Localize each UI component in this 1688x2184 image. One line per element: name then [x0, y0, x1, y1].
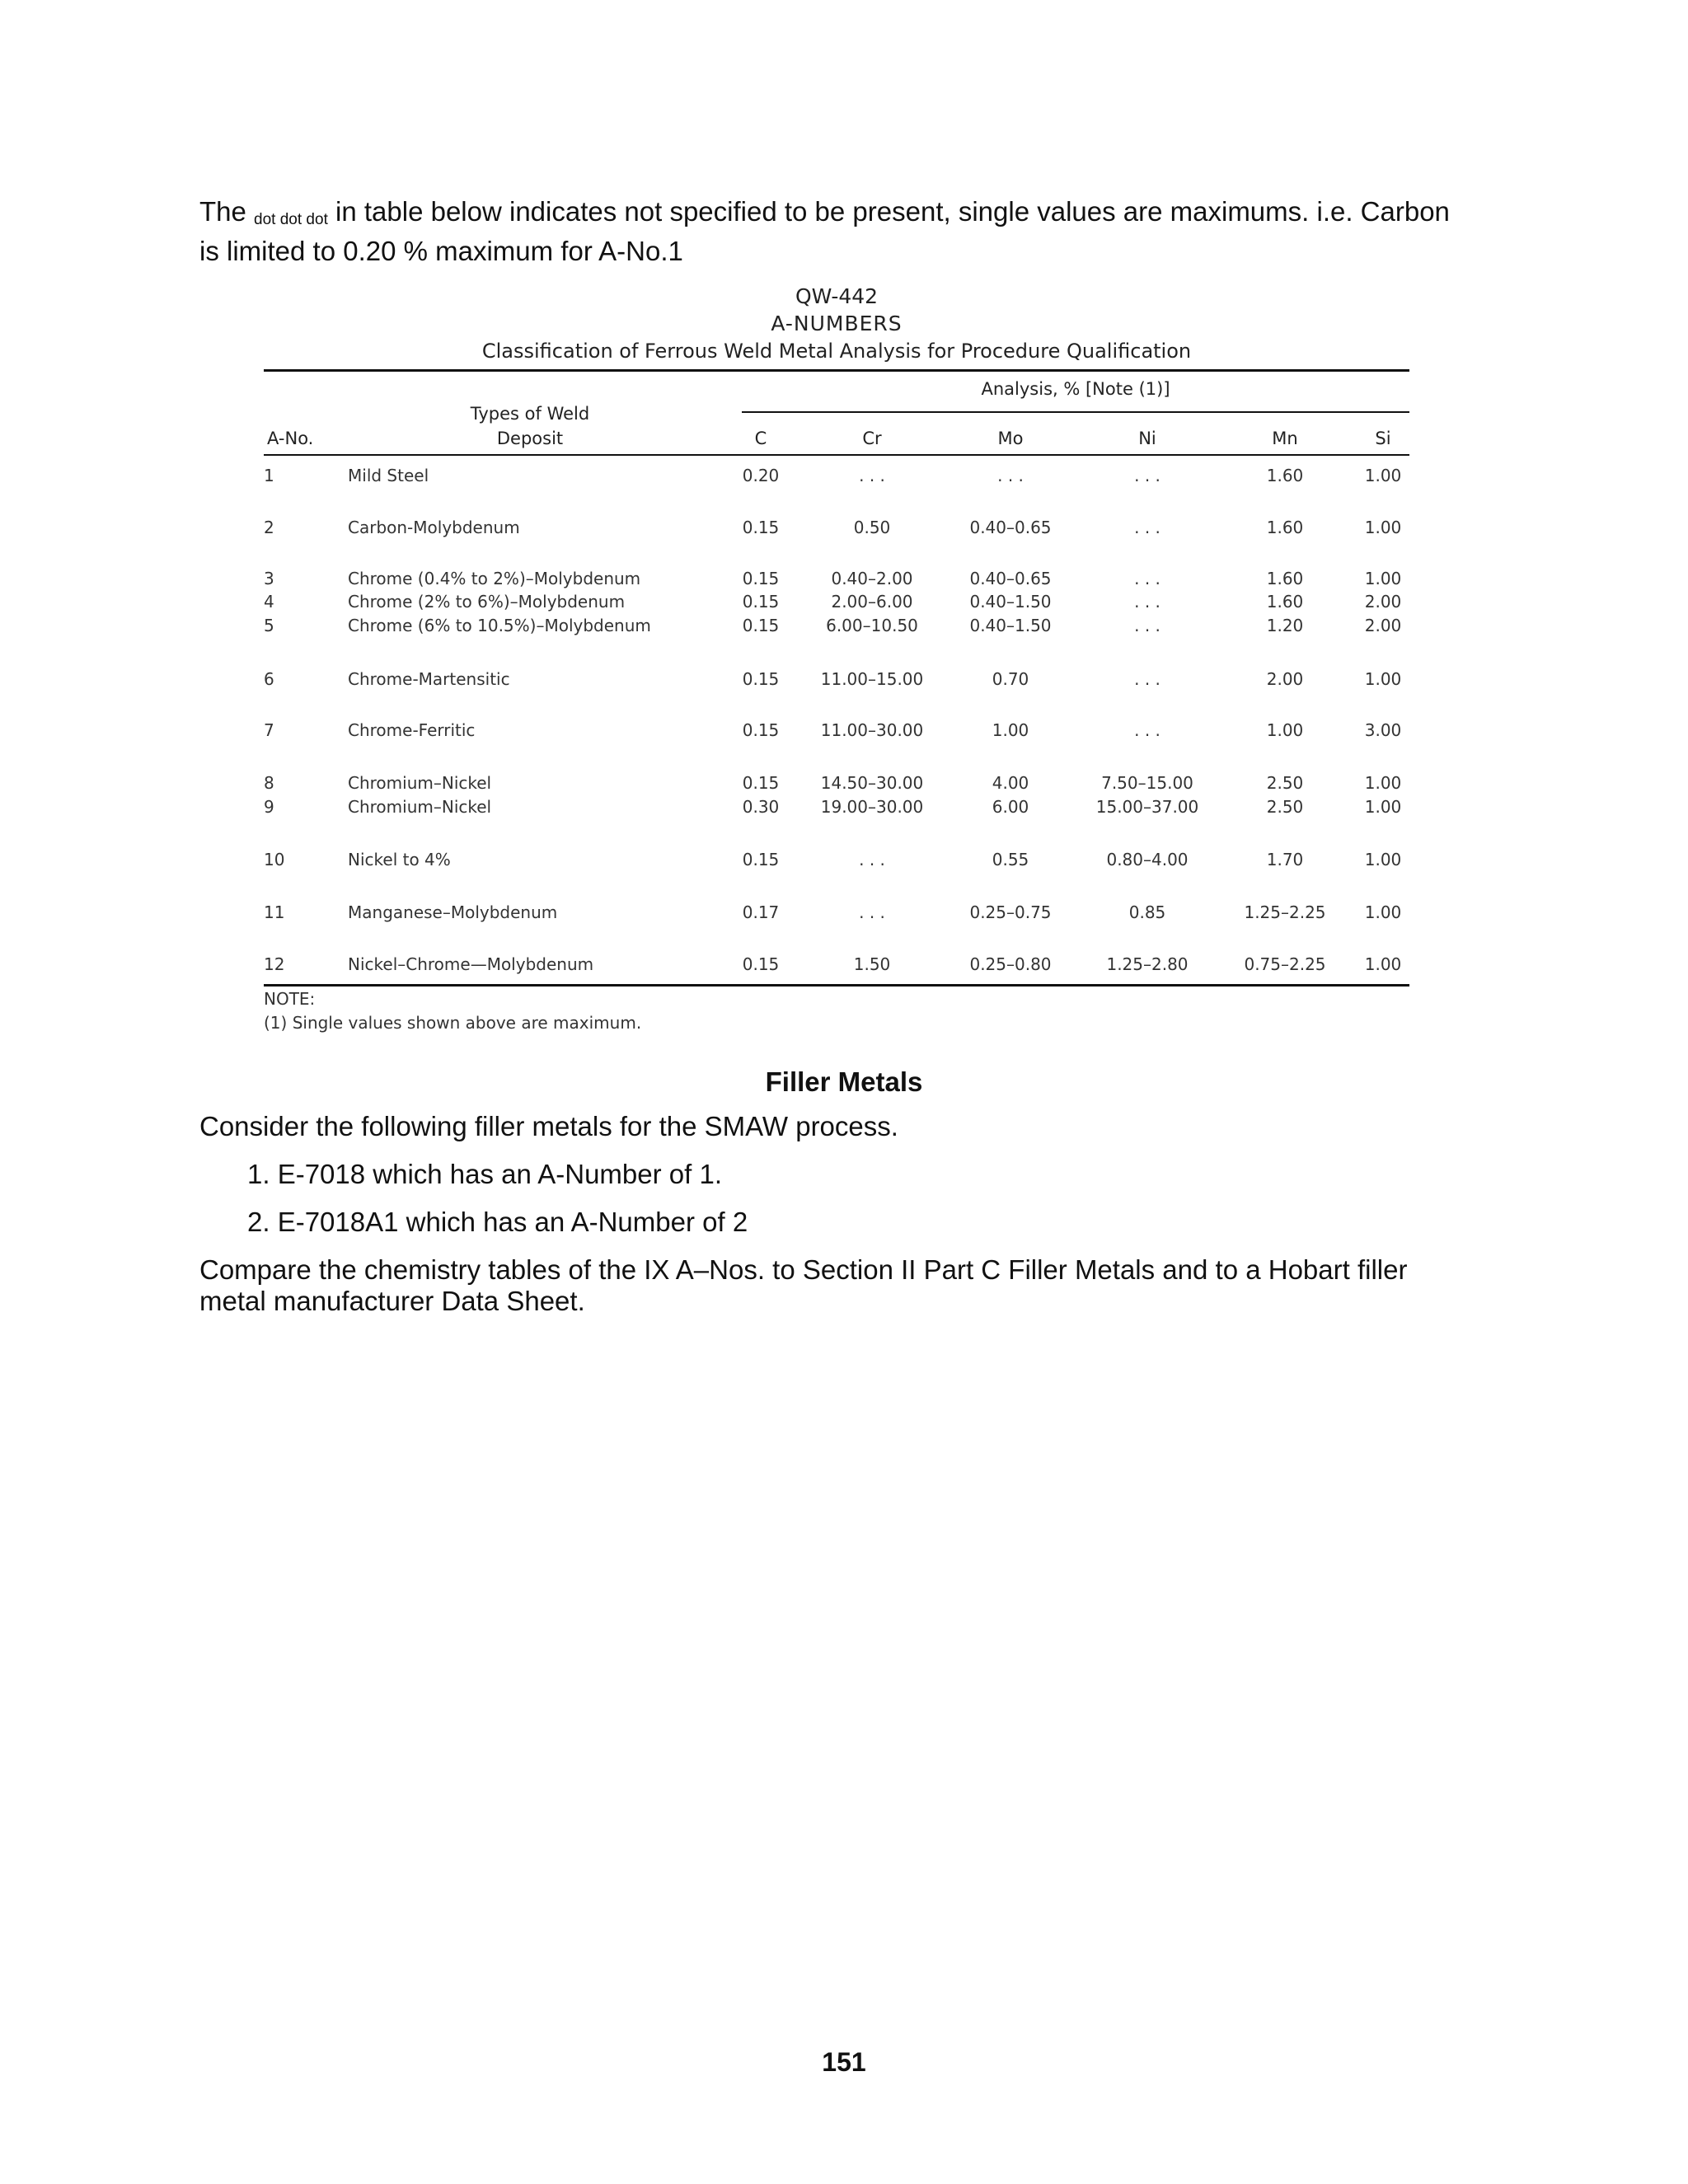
- row-value-mo: 1.00: [992, 720, 1029, 740]
- analysis-subrule: [742, 411, 1409, 413]
- row-value-mn: 1.20: [1266, 616, 1304, 635]
- row-value-mn: 1.60: [1266, 569, 1304, 588]
- row-value-c: 0.15: [742, 592, 780, 612]
- row-value-mn: 1.60: [1266, 518, 1304, 537]
- row-value-mn: 0.75–2.25: [1244, 954, 1326, 974]
- row-value-c: 0.15: [742, 954, 780, 974]
- intro-line-2: is limited to 0.20 % maximum for A-No.1: [199, 236, 683, 266]
- row-value-ni: . . .: [1134, 669, 1160, 689]
- intro-text-1: in table below indicates not specified to be present, single values are maximums. i.e. Carbon: [335, 196, 1450, 227]
- table-name: A-NUMBERS: [771, 312, 903, 335]
- row-value-c: 0.15: [742, 850, 780, 869]
- row-value-ni: . . .: [1134, 616, 1160, 635]
- row-ano: 7: [264, 720, 274, 740]
- row-value-cr: 0.40–2.00: [831, 569, 913, 588]
- row-value-cr: 6.00–10.50: [826, 616, 918, 635]
- col-header-c: C: [754, 429, 767, 448]
- row-value-c: 0.15: [742, 518, 780, 537]
- row-value-mn: 1.25–2.25: [1244, 902, 1326, 922]
- row-weld-type: Nickel to 4%: [348, 850, 451, 869]
- table-code: QW-442: [795, 284, 879, 308]
- row-value-mn: 2.50: [1266, 773, 1304, 793]
- row-ano: 10: [264, 850, 285, 869]
- compare-line-2: metal manufacturer Data Sheet.: [199, 1286, 585, 1316]
- header-bottom-rule: [264, 454, 1409, 456]
- row-value-si: 1.00: [1364, 518, 1402, 537]
- row-value-mo: 0.55: [992, 850, 1029, 869]
- row-weld-type: Manganese–Molybdenum: [348, 902, 558, 922]
- compare-paragraph: [199, 1254, 1502, 1317]
- col-header-mn: Mn: [1272, 429, 1298, 448]
- filler-item-1: 1. E-7018 which has an A-Number of 1.: [247, 1159, 722, 1189]
- row-value-ni: . . .: [1134, 592, 1160, 612]
- row-value-si: 1.00: [1364, 850, 1402, 869]
- row-value-cr: . . .: [859, 850, 885, 869]
- row-value-mn: 1.00: [1266, 720, 1304, 740]
- row-value-ni: . . .: [1134, 720, 1160, 740]
- row-value-ni: 0.80–4.00: [1106, 850, 1189, 869]
- row-value-cr: . . .: [859, 466, 885, 485]
- row-weld-type: Chrome (0.4% to 2%)–Molybdenum: [348, 569, 641, 588]
- row-weld-type: Mild Steel: [348, 466, 429, 485]
- row-value-si: 1.00: [1364, 954, 1402, 974]
- row-value-si: 1.00: [1364, 797, 1402, 817]
- analysis-header: Analysis, % [Note (1)]: [981, 379, 1170, 399]
- col-header-ano: A-No.: [267, 429, 314, 448]
- row-value-ni: . . .: [1134, 466, 1160, 485]
- row-value-cr: 1.50: [853, 954, 891, 974]
- row-value-mo: 0.70: [992, 669, 1029, 689]
- row-value-mn: 1.60: [1266, 466, 1304, 485]
- row-value-ni: 0.85: [1128, 902, 1166, 922]
- row-value-mo: 0.40–0.65: [969, 569, 1052, 588]
- row-value-c: 0.15: [742, 773, 780, 793]
- table-top-rule: [264, 369, 1409, 372]
- col-header-cr: Cr: [862, 429, 882, 448]
- row-value-cr: . . .: [859, 902, 885, 922]
- row-weld-type: Chrome-Martensitic: [348, 669, 510, 689]
- row-weld-type: Chrome (2% to 6%)–Molybdenum: [348, 592, 626, 612]
- row-weld-type: Chrome (6% to 10.5%)–Molybdenum: [348, 616, 651, 635]
- row-value-si: 3.00: [1364, 720, 1402, 740]
- row-ano: 4: [264, 592, 274, 612]
- row-value-cr: 19.00–30.00: [820, 797, 924, 817]
- row-value-mo: 0.25–0.75: [969, 902, 1052, 922]
- row-value-cr: 0.50: [853, 518, 891, 537]
- row-weld-type: Chrome-Ferritic: [348, 720, 476, 740]
- row-value-c: 0.15: [742, 616, 780, 635]
- row-weld-type: Nickel–Chrome—Molybdenum: [348, 954, 594, 974]
- row-value-si: 1.00: [1364, 773, 1402, 793]
- row-value-ni: 1.25–2.80: [1106, 954, 1189, 974]
- intro-paragraph: [199, 196, 1502, 267]
- intro-the: The: [199, 196, 246, 227]
- col-header-mo: Mo: [997, 429, 1024, 448]
- row-value-mo: 0.40–1.50: [969, 616, 1052, 635]
- compare-line-1: Compare the chemistry tables of the IX A–Nos. to Section II Part C Filler Metals and to a Hobart filler: [199, 1254, 1408, 1285]
- row-value-si: 2.00: [1364, 592, 1402, 612]
- row-value-si: 2.00: [1364, 616, 1402, 635]
- row-ano: 5: [264, 616, 274, 635]
- row-value-mo: 0.40–0.65: [969, 518, 1052, 537]
- row-value-mo: 6.00: [992, 797, 1029, 817]
- row-value-c: 0.30: [742, 797, 780, 817]
- row-value-si: 1.00: [1364, 466, 1402, 485]
- intro-dots-note: dot dot dot: [254, 211, 328, 228]
- row-value-ni: 7.50–15.00: [1101, 773, 1193, 793]
- row-value-mn: 1.60: [1266, 592, 1304, 612]
- row-weld-type: Chromium–Nickel: [348, 797, 492, 817]
- row-ano: 1: [264, 466, 274, 485]
- row-ano: 9: [264, 797, 274, 817]
- row-value-mn: 1.70: [1266, 850, 1304, 869]
- row-value-c: 0.17: [742, 902, 780, 922]
- intro-line-1: [199, 196, 1502, 236]
- row-value-c: 0.15: [742, 720, 780, 740]
- col-header-si: Si: [1375, 429, 1391, 448]
- row-ano: 8: [264, 773, 274, 793]
- table-bottom-rule: [264, 984, 1409, 987]
- row-value-c: 0.15: [742, 569, 780, 588]
- row-value-mo: 0.25–0.80: [969, 954, 1052, 974]
- row-value-cr: 11.00–15.00: [820, 669, 924, 689]
- col-header-types-2: Deposit: [496, 429, 564, 448]
- row-value-cr: 11.00–30.00: [820, 720, 924, 740]
- row-ano: 2: [264, 518, 274, 537]
- row-value-cr: 2.00–6.00: [831, 592, 913, 612]
- row-ano: 11: [264, 902, 285, 922]
- row-value-mo: . . .: [997, 466, 1024, 485]
- row-value-mn: 2.50: [1266, 797, 1304, 817]
- filler-intro: Consider the following filler metals for the SMAW process.: [199, 1111, 898, 1141]
- col-header-ni: Ni: [1138, 429, 1156, 448]
- table-note-text: (1) Single values shown above are maximum.: [264, 1013, 642, 1033]
- row-value-mo: 4.00: [992, 773, 1029, 793]
- page-number: 151: [822, 2047, 866, 2077]
- row-value-ni: . . .: [1134, 518, 1160, 537]
- row-ano: 3: [264, 569, 274, 588]
- row-value-c: 0.15: [742, 669, 780, 689]
- row-value-cr: 14.50–30.00: [820, 773, 924, 793]
- table-note-label: NOTE:: [264, 989, 316, 1009]
- row-weld-type: Carbon-Molybdenum: [348, 518, 520, 537]
- row-value-ni: 15.00–37.00: [1095, 797, 1199, 817]
- row-value-si: 1.00: [1364, 902, 1402, 922]
- row-value-mn: 2.00: [1266, 669, 1304, 689]
- table-caption: Classification of Ferrous Weld Metal Analysis for Procedure Qualification: [481, 340, 1192, 363]
- filler-item-2: 2. E-7018A1 which has an A-Number of 2: [247, 1207, 748, 1237]
- row-value-ni: . . .: [1134, 569, 1160, 588]
- row-value-si: 1.00: [1364, 569, 1402, 588]
- row-value-mo: 0.40–1.50: [969, 592, 1052, 612]
- col-header-types-1: Types of Weld: [470, 404, 590, 424]
- row-value-si: 1.00: [1364, 669, 1402, 689]
- row-ano: 12: [264, 954, 285, 974]
- row-value-c: 0.20: [742, 466, 780, 485]
- row-weld-type: Chromium–Nickel: [348, 773, 492, 793]
- filler-metals-title: Filler Metals: [765, 1066, 923, 1097]
- row-ano: 6: [264, 669, 274, 689]
